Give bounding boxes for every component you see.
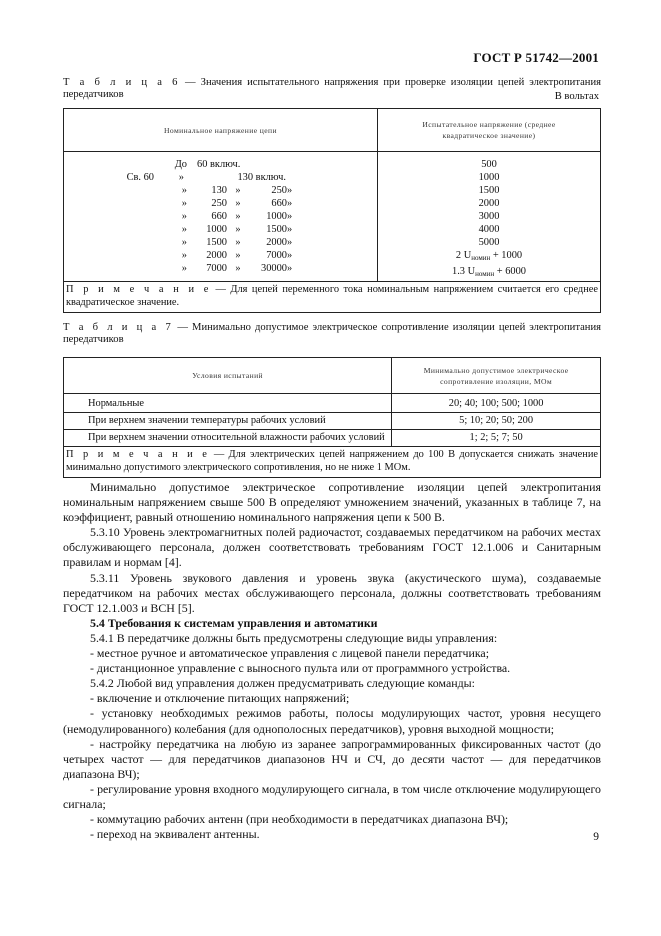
table6-range-part: 130 включ. [237, 172, 286, 183]
body-paragraph: 5.4.2 Любой вид управления должен предусматривать следующие команды: [90, 676, 475, 691]
table6-note-prefix: П р и м е ч а н и е [66, 284, 211, 295]
table6-range-part: » [235, 224, 241, 235]
table-row [64, 413, 601, 430]
table6-range-part [286, 171, 336, 184]
table6-range-part: 660 [271, 198, 287, 209]
table6-range-part: 130 [211, 185, 227, 196]
table6-voltage-range-row [64, 262, 377, 275]
table6-test-voltage-sub: номин [475, 270, 495, 278]
table6-range-part: » [287, 211, 293, 222]
table6-test-voltage-offset: + 6000 [494, 266, 526, 277]
table6-range-part: » [287, 237, 293, 248]
table6-range-part: » [235, 211, 241, 222]
table6-test-voltage: 1000 [478, 172, 500, 183]
table6-range-part: 30000 [261, 263, 287, 274]
table6-range-part: » [235, 185, 241, 196]
table7-note [64, 447, 601, 478]
table6-test-voltage: 5000 [478, 237, 500, 248]
table6-voltage-range-row [64, 171, 377, 184]
table7-resistance: 5; 10; 20; 50; 200 [392, 413, 601, 430]
table7-condition: Нормальные [64, 394, 392, 413]
table7-caption-prefix: Т а б л и ц а 7 [63, 322, 174, 333]
table6 [63, 108, 601, 313]
table6-test-voltage: 500 [481, 159, 497, 170]
table7-note-text: — Для электрических цепей напряжением до 100 В допускается снижать значение минимально допустимого электрического сопротивления, но не ниже 1 МОм. [66, 449, 599, 473]
table6-range-part: » [181, 198, 187, 209]
table7-condition: При верхнем значении относительной влажности рабочих условий [64, 430, 392, 447]
table7-col2-header: Минимально допустимое электрическое сопротивление изоляции, МОм [392, 358, 601, 394]
table6-range-part: » [181, 211, 187, 222]
body-paragraph: 5.4 Требования к системам управления и автоматики [90, 615, 378, 630]
table6-test-voltage [378, 249, 600, 265]
table6-range-part [289, 158, 327, 171]
table6-test-voltage-offset: + 1000 [490, 250, 523, 261]
table6-range-part: » [178, 172, 184, 183]
table6-range-part: » [235, 198, 241, 209]
table6-range-part: 7000 [266, 250, 287, 261]
body-paragraph: 5.3.10 Уровень электромагнитных полей радиочастот, создаваемых передатчиком на рабочих местах обслуживающего персонала, должен соответствовать требованиям ГОСТ 12.1.006 и Санитарным правилам и нормам [4]. [63, 525, 601, 570]
table6-units: В вольтах [554, 91, 599, 102]
table6-caption [63, 77, 601, 101]
table6-range-part [184, 171, 206, 184]
table6-range-part: » [181, 250, 187, 261]
table6-range-part [327, 158, 377, 171]
page-header: ГОСТ Р 51742—2001 [473, 50, 599, 65]
table7 [63, 357, 601, 478]
table6-voltage-range-row [64, 249, 377, 262]
table6-range-part: 1500 [206, 237, 227, 248]
table6-range-part: 660 [211, 211, 227, 222]
table6-col2-header: Испытательное напряжение (среднее квадратическое значение) [378, 109, 601, 152]
table6-range-part: » [235, 237, 241, 248]
table6-range-part: » [287, 250, 293, 261]
table6-range-part: 1500 [266, 224, 287, 235]
table6-range-part: Св. 60 [126, 172, 154, 183]
table6-range-part: » [181, 224, 187, 235]
table6-range-part: 250 [211, 198, 227, 209]
table6-note [64, 282, 601, 313]
body-paragraph: - дистанционное управление с выносного пульта или от программного устройства. [90, 661, 511, 676]
table6-range-part: » [287, 198, 293, 209]
table6-caption-prefix: Т а б л и ц а 6 [63, 77, 181, 88]
body-paragraph: - включение и отключение питающих напряжений; [90, 691, 350, 706]
body-paragraph: - установку необходимых режимов работы, полосы модулирующих частот, уровня несущего (немодулированного) колебания (для однополосных передатчиков), уровня выходной мощности; [63, 706, 601, 736]
table6-test-voltage-coef: 2 U [455, 250, 472, 261]
table6-range-part: » [287, 224, 293, 235]
table6-test-voltage: 4000 [478, 224, 500, 235]
table6-voltage-range-row [64, 223, 377, 236]
table6-range-part: » [287, 263, 293, 274]
table6-test-voltage-sub: номин [471, 254, 491, 262]
body-paragraph: Минимально допустимое электрическое сопротивление изоляции цепей электропитания номинальным напряжением свыше 500 В определяют умножением значений, указанных в таблице 7, на коэффициент, равный отношению номинального напряжения цепи к 500 В. [63, 480, 601, 525]
table7-note-prefix: П р и м е ч а н и е [66, 449, 210, 460]
table6-voltage-range-row [64, 158, 377, 171]
body-paragraph: 5.3.11 Уровень звукового давления и уровень звука (акустического шума), создаваемые передатчиком на рабочих местах обслуживающего персонала, должны соответствовать требованиям ГОСТ 12.1.003 и ВСН [5]. [63, 570, 601, 615]
table6-voltage-ranges [64, 152, 378, 282]
table6-range-part: » [235, 263, 241, 274]
table6-range-part: 1000 [266, 211, 287, 222]
table6-range-part: 2000 [266, 237, 287, 248]
table6-range-part: 1000 [206, 224, 227, 235]
body-paragraph: 5.4.1 В передатчике должны быть предусмотрены следующие виды управления: [90, 630, 498, 645]
table6-range-part [267, 158, 289, 171]
table7-resistance: 20; 40; 100; 500; 1000 [392, 394, 601, 413]
table6-range-part: До [174, 159, 187, 170]
table6-caption-text: — Значения испытательного напряжения при проверке изоляции цепей электропитания передатчиков [63, 77, 601, 100]
table6-test-voltage-coef: 1.3 U [452, 266, 476, 277]
table-row [64, 394, 601, 413]
table6-col1-header: Номинальное напряжение цепи [64, 109, 378, 152]
table6-test-voltage: 2000 [478, 198, 500, 209]
table6-range-part: » [181, 185, 187, 196]
body-paragraph: - коммутацию рабочих антенн (при необходимости в передатчиках диапазона ВЧ); [90, 812, 509, 827]
table6-voltage-range-row [64, 210, 377, 223]
table-row [64, 430, 601, 447]
table7-col1-header: Условия испытаний [64, 358, 392, 394]
table6-range-part: 60 включ. [197, 159, 241, 170]
table6-test-voltage [378, 265, 600, 281]
table6-test-voltage: 3000 [478, 211, 500, 222]
table6-range-part: » [181, 237, 187, 248]
table6-test-voltages [378, 152, 601, 282]
body-paragraph: - настройку передатчика на любую из заранее запрограммированных фиксированных частот (до четырех частот — для передатчиков диапазонов НЧ и СЧ, до десяти частот — для передатчиков диапазона ВЧ); [63, 736, 601, 781]
table6-range-part: 250 [271, 185, 287, 196]
table6-voltage-range-row [64, 184, 377, 197]
body-paragraph: - переход на эквивалент антенны. [90, 827, 260, 842]
table6-voltage-range-row [64, 236, 377, 249]
table6-range-part: » [287, 185, 293, 196]
table6-range-part: 2000 [206, 250, 227, 261]
body-paragraph: - регулирование уровня входного модулирующего сигнала, в том числе отключение модулирующего сигнала; [63, 781, 601, 811]
body-paragraph: - местное ручное и автоматическое управления с лицевой панели передатчика; [90, 646, 490, 661]
table6-range-part: 7000 [206, 263, 227, 274]
table6-test-voltage: 1500 [478, 185, 500, 196]
table7-caption [63, 322, 601, 346]
body-text [63, 480, 601, 842]
table6-range-part: » [181, 263, 187, 274]
table7-condition: При верхнем значении температуры рабочих условий [64, 413, 392, 430]
table7-caption-text: — Минимально допустимое электрическое сопротивление изоляции цепей электропитания передатчиков [63, 322, 601, 345]
table6-range-part: » [235, 250, 241, 261]
table7-resistance: 1; 2; 5; 7; 50 [392, 430, 601, 447]
table6-voltage-range-row [64, 197, 377, 210]
table6-note-text: — Для цепей переменного тока номинальным напряжением считается его среднее квадратическое значение. [66, 284, 598, 308]
page-number: 9 [593, 831, 599, 843]
